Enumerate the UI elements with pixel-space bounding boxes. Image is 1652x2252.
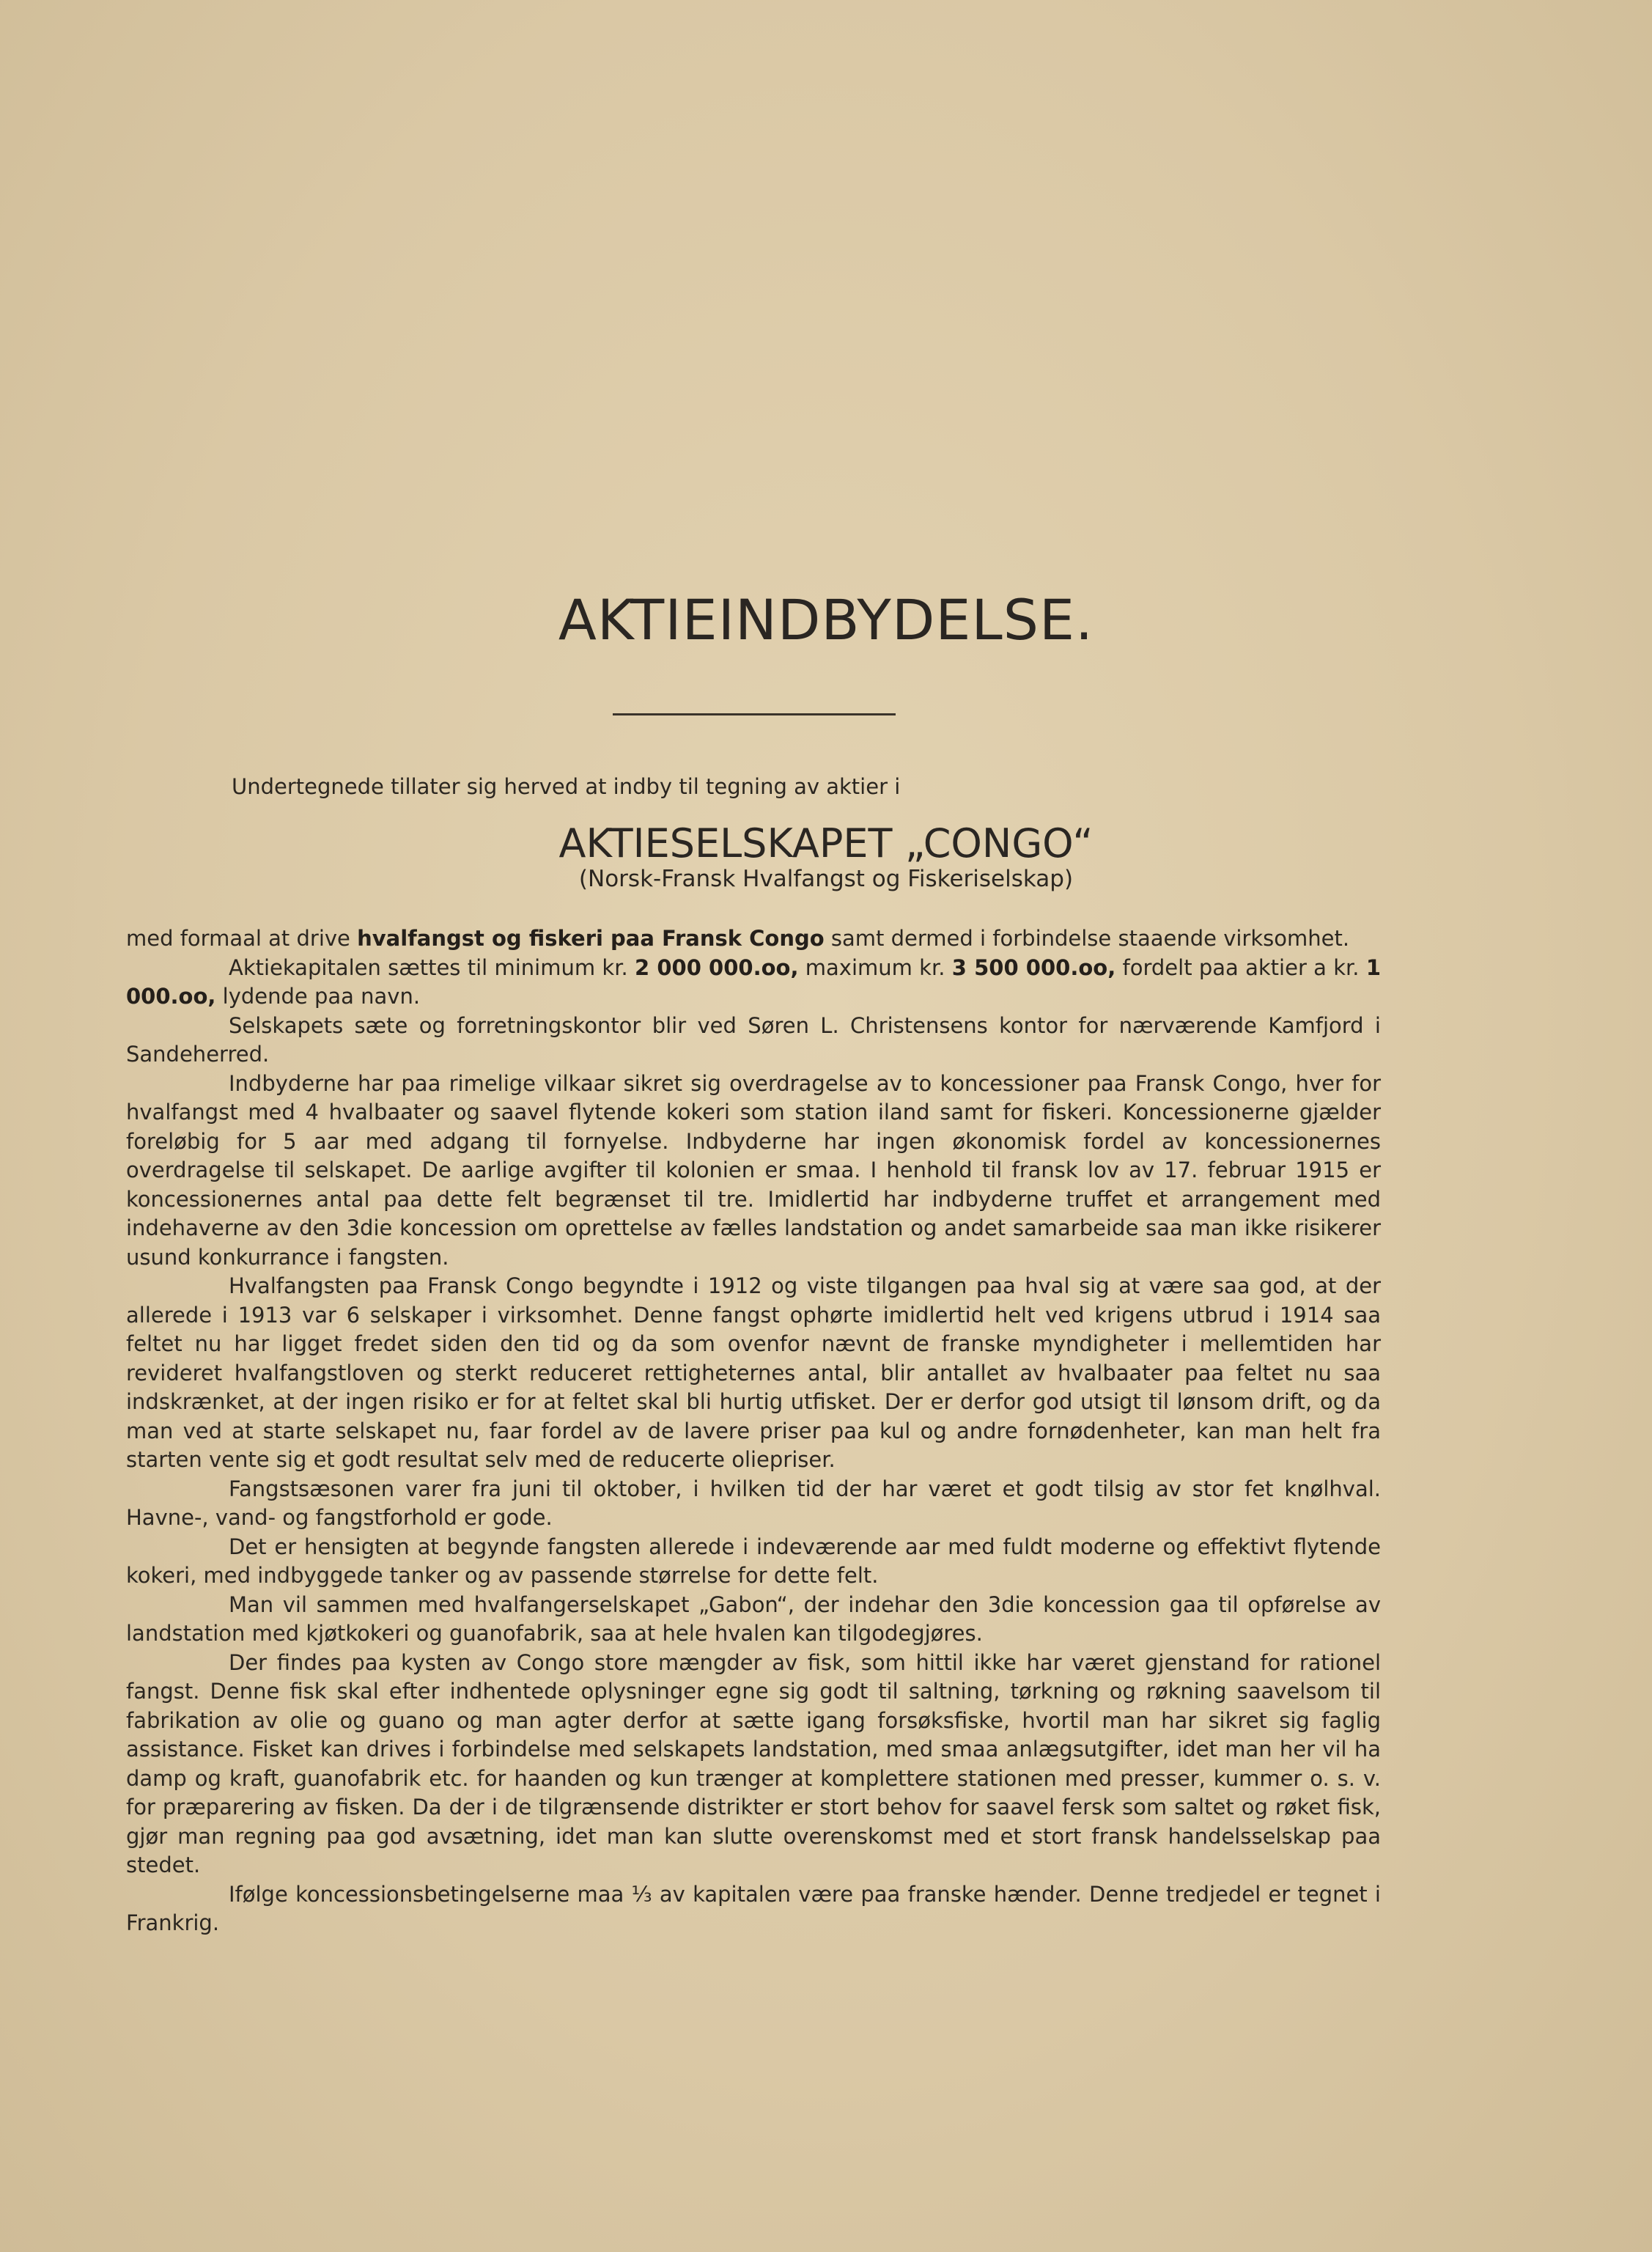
capital-maximum: 3 500 000.oo, — [951, 954, 1116, 980]
title-divider — [613, 713, 896, 715]
share-value: 1 000.oo, — [126, 954, 1381, 1009]
paragraph-purpose: med formaal at drive hvalfangst og fiskeri paa Fransk Congo samt dermed i forbindelse staaende virksomhet. — [126, 926, 1350, 951]
capital-minimum: 2 000 000.oo, — [634, 954, 799, 980]
paragraph-office: Selskapets sæte og forretningskontor blir ved Søren L. Christensens kontor for nærværende Kamfjord i Sandeherred. — [126, 1012, 1381, 1067]
intro-line: Undertegnede tillater sig herved at indby til tegning av aktier i — [232, 774, 901, 799]
paragraph-french-capital: Ifølge koncessionsbetingelserne maa ⅓ av kapitalen være paa franske hænder. Denne tredjedel er tegnet i Frankrig. — [126, 1881, 1381, 1935]
paragraph-landstation: Man vil sammen med hvalfangerselskapet „Gabon“, der indehar den 3die koncession gaa til opførelse av landstation med kjøtkokeri og guanofabrik, saa at hele hvalen kan tilgodegjøres. — [126, 1592, 1381, 1646]
document-title: AKTIEINDBYDELSE. — [558, 587, 1094, 652]
company-name: AKTIESELSKAPET „CONGO“ — [558, 820, 1094, 866]
purpose-highlight: hvalfangst og fiskeri paa Fransk Congo — [357, 926, 825, 951]
body-text — [126, 924, 1381, 1938]
paragraph-fishery: Der findes paa kysten av Congo store mængder av fisk, som hittil ikke har været gjenstand for rationel fangst. Denne fisk skal efter indhentede oplysninger egne sig godt til saltning, tørkning og røkning saavelsom til fabrikation av olie og guano og man agter derfor at sætte igang forsøksfiske, hvortil man har sikret sig faglig assistance. Fisket kan drives i forbindelse med selskapets landstation, med smaa anlægsutgifter, idet man her vil ha damp og kraft, guanofabrik etc. for haanden og kun trænger at komplettere stationen med presser, kummer o. s. v. for præparering av fisken. Da der i de tilgrænsende distrikter er stort behov for saavel fersk som saltet og røket fisk, gjør man regning paa god avsætning, idet man kan slutte overenskomst med et stort fransk handelsselskap paa stedet. — [126, 1649, 1381, 1877]
paragraph-history: Hvalfangsten paa Fransk Congo begyndte i 1912 og viste tilgangen paa hval sig at være saa god, at der allerede i 1913 var 6 selskaper i virksomhet. Denne fangst ophørte imidlertid helt ved krigens utbrud i 1914 saa feltet nu har ligget fredet siden den tid og da som ovenfor nævnt de franske myndigheter i mellemtiden har revideret hvalfangstloven og sterkt reduceret rettigheternes antal, blir antallet av hvalbaater paa feltet nu saa indskrænket, at der ingen risiko er for at feltet skal bli hurtig utfisket. Der er derfor god utsigt til lønsom drift, og da man ved at starte selskapet nu, faar fordel av de lavere priser paa kul og andre fornødenheter, kan man helt fra starten vente sig et godt resultat selv med de reducerte oliepriser. — [126, 1273, 1381, 1472]
paragraph-season: Fangstsæsonen varer fra juni til oktober, i hvilken tid der har været et godt tilsig av stor fet knølhval. Havne-, vand- og fangstforhold er gode. — [126, 1476, 1381, 1530]
paragraph-plan: Det er hensigten at begynde fangsten allerede i indeværende aar med fuldt moderne og effektivt flytende kokeri, med indbyggede tanker og av passende størrelse for dette felt. — [126, 1534, 1381, 1588]
paragraph-concessions: Indbyderne har paa rimelige vilkaar sikret sig overdragelse av to koncessioner paa Fransk Congo, hver for hvalfangst med 4 hvalbaater og saavel flytende kokeri som station iland samt for fiskeri. Koncessionerne gjælder foreløbig for 5 aar med adgang til fornyelse. Indbyderne har ingen økonomisk fordel av koncessionernes overdragelse til selskapet. De aarlige avgifter til kolonien er smaa. I henhold til fransk lov av 17. februar 1915 er koncessionernes antal paa dette felt begrænset til tre. Imidlertid har indbyderne truffet et arrangement med indehaverne av den 3die koncession om oprettelse av fælles landstation og andet samarbeide saa man ikke risikerer usund konkurrance i fangsten. — [126, 1070, 1381, 1270]
company-subtitle: (Norsk-Fransk Hvalfangst og Fiskeriselskap) — [578, 866, 1074, 892]
paragraph-capital: Aktiekapitalen sættes til minimum kr. 2 000 000.oo, maximum kr. 3 500 000.oo, fordelt paa aktier a kr. 1 000.oo, lydende paa navn. — [126, 954, 1381, 1009]
